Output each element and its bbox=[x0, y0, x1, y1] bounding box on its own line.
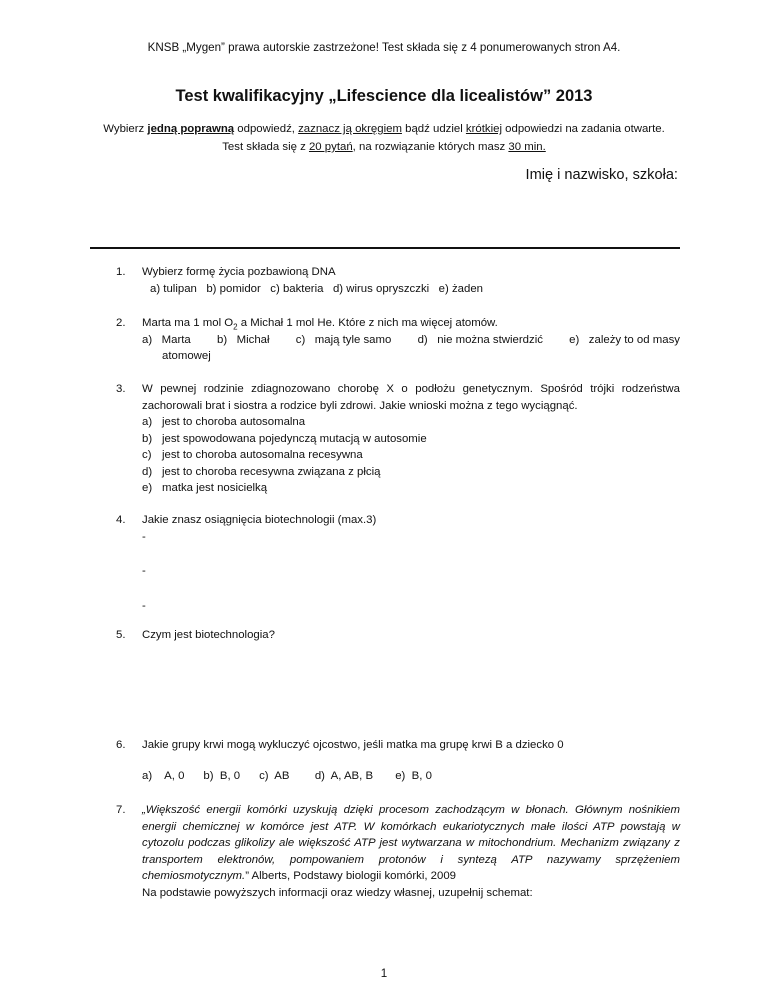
instructions-line-1: Wybierz jedną poprawną odpowiedź, zaznacz ją okręgiem bądź udziel krótkiej odpowiedzi na zadania otwarte. bbox=[103, 123, 665, 135]
question-3 bbox=[90, 381, 680, 497]
option-e[interactable]: e) zależy to od masy bbox=[569, 333, 680, 346]
option-e-continued: atomowej bbox=[162, 350, 211, 363]
option-a[interactable]: a) jest to choroba autosomalna bbox=[142, 416, 306, 429]
question-options[interactable]: a) A, 0 b) B, 0 c) AB d) A, AB, B e) B, 0 bbox=[142, 769, 432, 782]
question-text: W pewnej rodzinie zdiagnozowano chorobę X o podłożu genetycznym. Spośród trójki rodzeństwa zachorowali brat i siostra a rodzice byli zdrowi. Jakie wnioski można z tego wyciągnąć. bbox=[142, 383, 680, 412]
question-5 bbox=[90, 627, 680, 644]
question-instruction: Na podstawie powyższych informacji oraz wiedzy własnej, uzupełnij schemat: bbox=[142, 886, 533, 899]
question-options[interactable]: a) tulipan b) pomidor c) bakteria d) wirus opryszczki e) żaden bbox=[150, 282, 483, 295]
question-text: Wybierz formę życia pozbawioną DNA bbox=[142, 266, 336, 278]
question-4 bbox=[90, 512, 680, 614]
question-number: 4. bbox=[116, 514, 126, 526]
option-d[interactable]: d) jest to choroba recesywna związana z płcią bbox=[142, 465, 381, 478]
question-1 bbox=[90, 264, 680, 297]
question-number: 6. bbox=[116, 739, 126, 751]
question-options bbox=[142, 332, 680, 349]
option-d[interactable]: d) nie można stwierdzić bbox=[417, 333, 543, 346]
option-c[interactable]: c) mają tyle samo bbox=[295, 333, 392, 346]
instructions-line-2: Test składa się z 20 pytań, na rozwiązanie których masz 30 min. bbox=[222, 141, 546, 153]
page-header: KNSB „Mygen” prawa autorskie zastrzeżone! Test składa się z 4 ponumerowanych stron A4. bbox=[147, 41, 621, 54]
question-7 bbox=[90, 802, 680, 901]
instructions bbox=[0, 120, 768, 156]
question-text: Czym jest biotechnologia? bbox=[142, 629, 275, 641]
question-text: Marta ma 1 mol $O_2$ a Michał 1 mol He. Które z nich ma więcej atomów. bbox=[142, 317, 498, 332]
page-number: 1 bbox=[380, 967, 388, 980]
option-e[interactable]: e) matka jest nosicielką bbox=[142, 482, 268, 495]
question-text: Jakie znasz osiągnięcia biotechnologii (max.3) bbox=[142, 514, 377, 526]
answer-line-3[interactable]: - bbox=[142, 599, 146, 612]
question-number: 2. bbox=[116, 317, 126, 329]
question-2 bbox=[90, 315, 680, 365]
name-school-label: Imię i nazwisko, szkoła: bbox=[525, 167, 678, 183]
option-a[interactable]: a) Marta bbox=[142, 333, 191, 346]
question-number: 3. bbox=[116, 383, 126, 395]
question-quote: „Większość energii komórki uzyskują dzięki procesom zachodzącym w błonach. Głównym nośnikiem energii chemicznej w komórce jest ATP. W komórkach eukariotycznych małe ilości ATP powstają w cytozolu podczas glikolizy ale większość ATP jest wytwarzana w mitochondrium. Mechanizm związany z transportem elektronów, pompowaniem protonów i syntezą ATP nazywamy sprzężeniem chemiosmotycznym.” Alberts, Podstawy biologii komórki, 2009 bbox=[142, 804, 680, 883]
answer-line-2[interactable]: - bbox=[142, 565, 146, 578]
question-6 bbox=[90, 737, 680, 784]
question-number: 7. bbox=[116, 804, 126, 816]
question-number: 5. bbox=[116, 629, 126, 641]
divider-line bbox=[90, 247, 680, 249]
answer-line-1[interactable]: - bbox=[142, 530, 146, 543]
page-title: Test kwalifikacyjny „Lifescience dla licealistów” 2013 bbox=[175, 87, 593, 105]
option-b[interactable]: b) jest spowodowana pojedynczą mutacją w autosomie bbox=[142, 432, 427, 445]
question-number: 1. bbox=[116, 266, 126, 278]
option-c[interactable]: c) jest to choroba autosomalna recesywna bbox=[142, 449, 363, 462]
option-b[interactable]: b) Michał bbox=[216, 333, 270, 346]
question-text: Jakie grupy krwi mogą wykluczyć ojcostwo, jeśli matka ma grupę krwi B a dziecko 0 bbox=[142, 739, 564, 751]
